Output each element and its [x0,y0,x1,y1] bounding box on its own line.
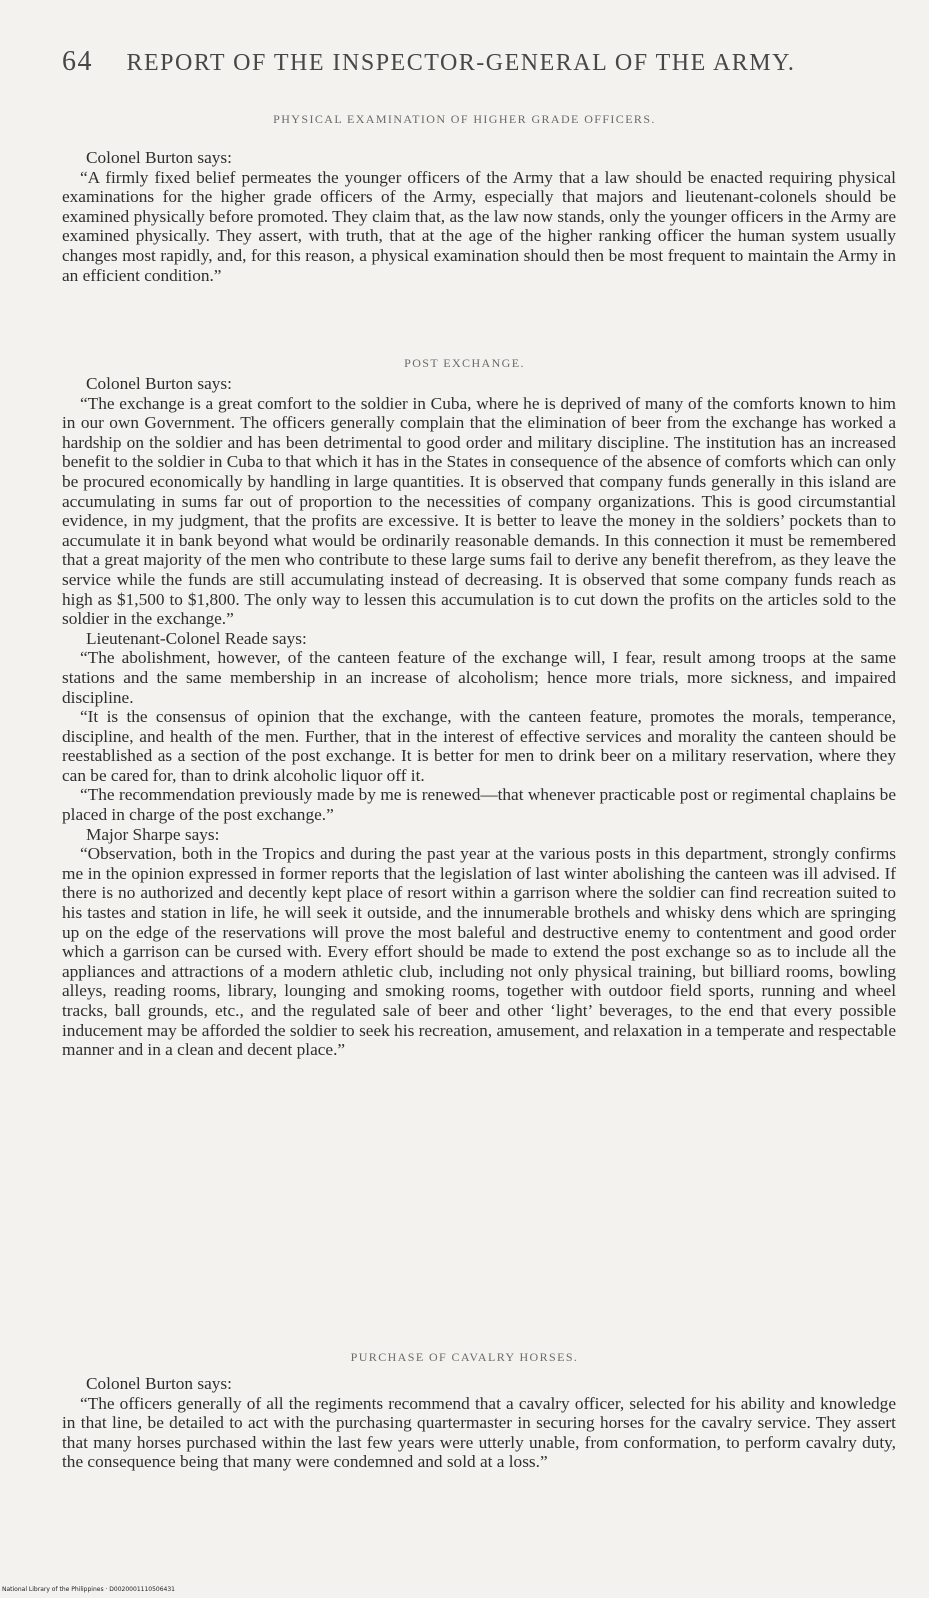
speaker-line: Major Sharpe says: [86,824,220,844]
quote-paragraph: “The exchange is a great comfort to the soldier in Cuba, where he is deprived of many of the comforts known to him in our own Government. The officers generally complain that the elimination of beer from the exchange has worked a hardship on the soldier and has been detrimental to good order and military discipline. The institution has an increased benefit to the soldier in Cuba to that which it has in the States in consequence of the absence of comforts which can only be procured economically by handling in large quantities. It is observed that company funds generally in this island are accumulating in sums far out of proportion to the necessities of company organizations. This is good circumstantial evidence, in my judgment, that the profits are excessive. It is better to leave the money in the soldiers’ pockets than to accumulate it in bank beyond what would be ordinarily reasonable demands. In this connection it must be remembered that a great majority of the men who contribute to these large sums fail to derive any benefit therefrom, as they leave the service while the funds are still accumulating instead of decreasing. It is observed that some company funds reach as high as $1,500 to $1,800. The only way to lessen this accumulation is to cut down the profits on the articles sold to the soldier in the exchange.” [62,393,896,629]
page-number: 64 [62,46,93,77]
quote-paragraph: “A firmly fixed belief permeates the younger officers of the Army that a law should be enacted requiring physical examinations for the higher grade officers of the Army, especially that majors and lieutenant-colonels should be examined physically before promoted. They claim that, as the law now stands, only the younger officers in the Army are examined physically. They assert, with truth, that at the age of the higher ranking officer the human system usually changes most rapidly, and, for this reason, a physical examination should then be most frequent to maintain the Army in an efficient condition.” [62,167,896,285]
section-title-physical-examination: PHYSICAL EXAMINATION OF HIGHER GRADE OFFICERS. [273,112,656,126]
section-title-cavalry-horses: PURCHASE OF CAVALRY HORSES. [350,1350,579,1364]
quote-paragraph: “The recommendation previously made by me is renewed—that whenever practicable post or regimental chaplains be placed in charge of the post exchange.” [62,785,896,825]
quote-paragraph: “It is the consensus of opinion that the exchange, with the canteen feature, promotes the morals, temperance, discipline, and health of the men. Further, that in the interest of effective services and morality the canteen should be reestablished as a section of the post exchange. It is better for men to drink beer on a military reservation, where they can be cared for, than to drink alcoholic liquor off it. [62,707,896,785]
section-cavalry-horses [62,1374,896,1472]
running-title: REPORT OF THE INSPECTOR-GENERAL OF THE ARMY. [126,50,796,76]
section-physical-examination [62,148,896,285]
quote-paragraph: “The officers generally of all the regiments recommend that a cavalry officer, selected for his ability and knowledge in that line, be detailed to act with the purchasing quartermaster in securing horses for the cavalry service. They assert that many horses purchased within the last few years were utterly unable, from conformation, to perform cavalry duty, the consequence being that many were condemned and sold at a loss.” [62,1393,896,1472]
quote-paragraph: “The abolishment, however, of the canteen feature of the exchange will, I fear, result among troops at the same stations and the same membership in an increase of alcoholism; hence more trials, more sickness, and impaired discipline. [62,648,896,707]
scan-footer: National Library of the Philippines · D0020001110506431 [2,1586,175,1593]
running-header [62,46,822,78]
speaker-line: Lieutenant-Colonel Reade says: [86,628,307,648]
speaker-line: Colonel Burton says: [86,148,232,167]
speaker-line: Colonel Burton says: [86,374,232,393]
section-title-post-exchange: POST EXCHANGE. [404,356,525,370]
speaker-line: Colonel Burton says: [86,1374,232,1393]
quote-paragraph: “Observation, both in the Tropics and during the past year at the various posts in this department, strongly confirms me in the opinion expressed in former reports that the legislation of last winter abolishing the canteen was ill advised. If there is no authorized and decently kept place of resort within a garrison where the soldier can find recreation suited to his tastes and station in life, he will seek it outside, and the innumerable brothels and whisky dens which are springing up on the edge of the reservations will prove the most baleful and destructive enemy to contentment and good order which a garrison can be cursed with. Every effort should be made to extend the post exchange so as to include all the appliances and attractions of a modern athletic club, including not only physical training, but billiard rooms, bowling alleys, reading rooms, library, lounging and smoking rooms, together with outdoor field sports, running and wheel tracks, ball grounds, etc., and the regulated sale of beer and other ‘light’ beverages, to the end that every possible inducement may be afforded the soldier to seek his recreation, amusement, and relaxation in a temperate and respectable manner and in a clean and decent place.” [62,844,896,1060]
section-post-exchange [62,374,896,1060]
